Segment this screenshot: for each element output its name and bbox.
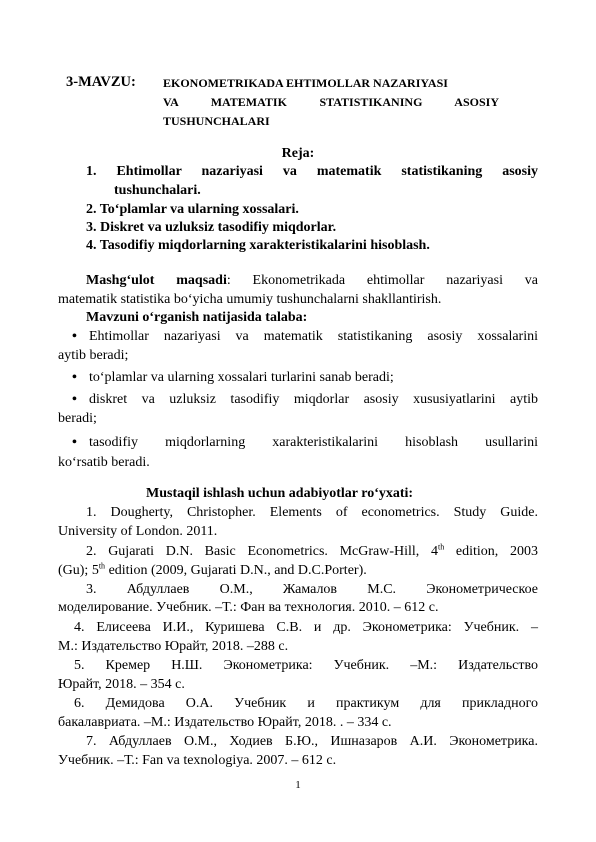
topic-label: 3-MAVZU:	[66, 74, 136, 90]
outcome-2-line1: to‘plamlar va ularning xossalari turlarini sanab beradi;	[89, 370, 394, 385]
reference-4-line1: 4. Елисеева И.И., Куришева С.В. и др. Эконометрика: Учебник. –	[74, 620, 538, 635]
reference-3-line2: моделирование. Учебник. –Т.: Фан ва технология. 2010. – 612 с.	[58, 600, 439, 615]
reference-5-line1: 5. Кремер Н.Ш. Эконометрика: Учебник. –М.: Издательство	[74, 658, 538, 673]
bullet-icon: •	[72, 329, 77, 344]
topic-title-line3: TUSHUNCHALARI	[163, 114, 270, 128]
reference-2-line1	[86, 544, 538, 560]
reference-2-text-b: edition, 2003	[444, 544, 538, 559]
outcome-4-line1: tasodifiy miqdorlarning xarakteristikalarini hisoblash usullarini	[89, 435, 538, 450]
topic-title-line2: VA MATEMATIK STATISTIKANING ASOSIY	[163, 95, 499, 109]
reference-2-superscript: th	[98, 561, 106, 571]
reference-1-line1: 1. Dougherty, Christopher. Elements of econometrics. Study Guide.	[86, 505, 538, 520]
reference-2-text-c: (Gu); 5	[58, 563, 99, 578]
goal-text: : Ekonometrikada ehtimollar nazariyasi va	[226, 273, 538, 288]
plan-item-2: 2. To‘plamlar va ularning xossalari.	[86, 202, 299, 217]
bullet-icon: •	[72, 370, 77, 385]
reference-2-text-d: edition (2009, Gujarati D.N., and D.C.Porter).	[105, 563, 367, 578]
references-heading: Mustaqil ishlash uchun adabiyotlar ro‘yxati:	[146, 486, 414, 501]
plan-item-1-line1: 1. Ehtimollar nazariyasi va matematik statistikaning asosiy	[86, 164, 538, 179]
goal-line1	[86, 273, 538, 289]
outcome-1-line1: Ehtimollar nazariyasi va matematik statistikaning asosiy xossalarini	[89, 329, 538, 344]
reference-2-line2	[58, 563, 367, 579]
outcome-4-line2: ko‘rsatib beradi.	[58, 455, 150, 470]
reference-2-superscript: th	[438, 542, 445, 552]
page-number: 1	[295, 779, 301, 791]
reference-7-line1: 7. Абдуллаев О.М., Ходиев Б.Ю., Ишназаров А.И. Эконометрика.	[86, 734, 538, 749]
topic-title-line1: EKONOMETRIKADA EHTIMOLLAR NAZARIYASI	[163, 76, 448, 90]
reference-1-line2: University of London. 2011.	[58, 524, 218, 539]
bullet-icon: •	[72, 392, 77, 407]
plan-heading: Reja:	[281, 146, 315, 161]
outcome-3-line1: diskret va uzluksiz tasodifiy miqdorlar asosiy xususiyatlarini aytib	[89, 392, 538, 407]
plan-item-1-line2: tushunchalari.	[114, 183, 201, 198]
reference-6-line1: 6. Демидова О.А. Учебник и практикум для прикладного	[74, 696, 538, 711]
reference-4-line2: М.: Издательство Юрайт, 2018. –288 с.	[58, 639, 289, 654]
outcomes-heading: Mavzuni o‘rganish natijasida talaba:	[86, 310, 308, 325]
reference-6-line2: бакалавриата. –М.: Издательство Юрайт, 2018. . – 334 с.	[58, 715, 392, 730]
plan-item-3: 3. Diskret va uzluksiz tasodifiy miqdorlar.	[86, 220, 337, 235]
reference-2-text-a: 2. Gujarati D.N. Basic Econometrics. McGraw-Hill, 4	[86, 544, 438, 559]
reference-5-line2: Юрайт, 2018. – 354 с.	[58, 677, 185, 692]
plan-item-4: 4. Tasodifiy miqdorlarning xarakteristikalarini hisoblash.	[86, 238, 430, 253]
goal-line2: matematik statistika bo‘yicha umumiy tushunchalarni shakllantirish.	[58, 292, 442, 307]
outcome-1-line2: aytib beradi;	[58, 348, 129, 363]
reference-7-line2: Учебник. –Т.: Fan va texnologiya. 2007. – 612 с.	[58, 753, 337, 768]
outcome-3-line2: beradi;	[58, 411, 97, 426]
goal-label: Mashg‘ulot maqsadi	[86, 273, 227, 288]
bullet-icon: •	[72, 435, 77, 450]
reference-3-line1: 3. Абдуллаев О.М., Жамалов М.С. Эконометрическое	[86, 582, 538, 597]
